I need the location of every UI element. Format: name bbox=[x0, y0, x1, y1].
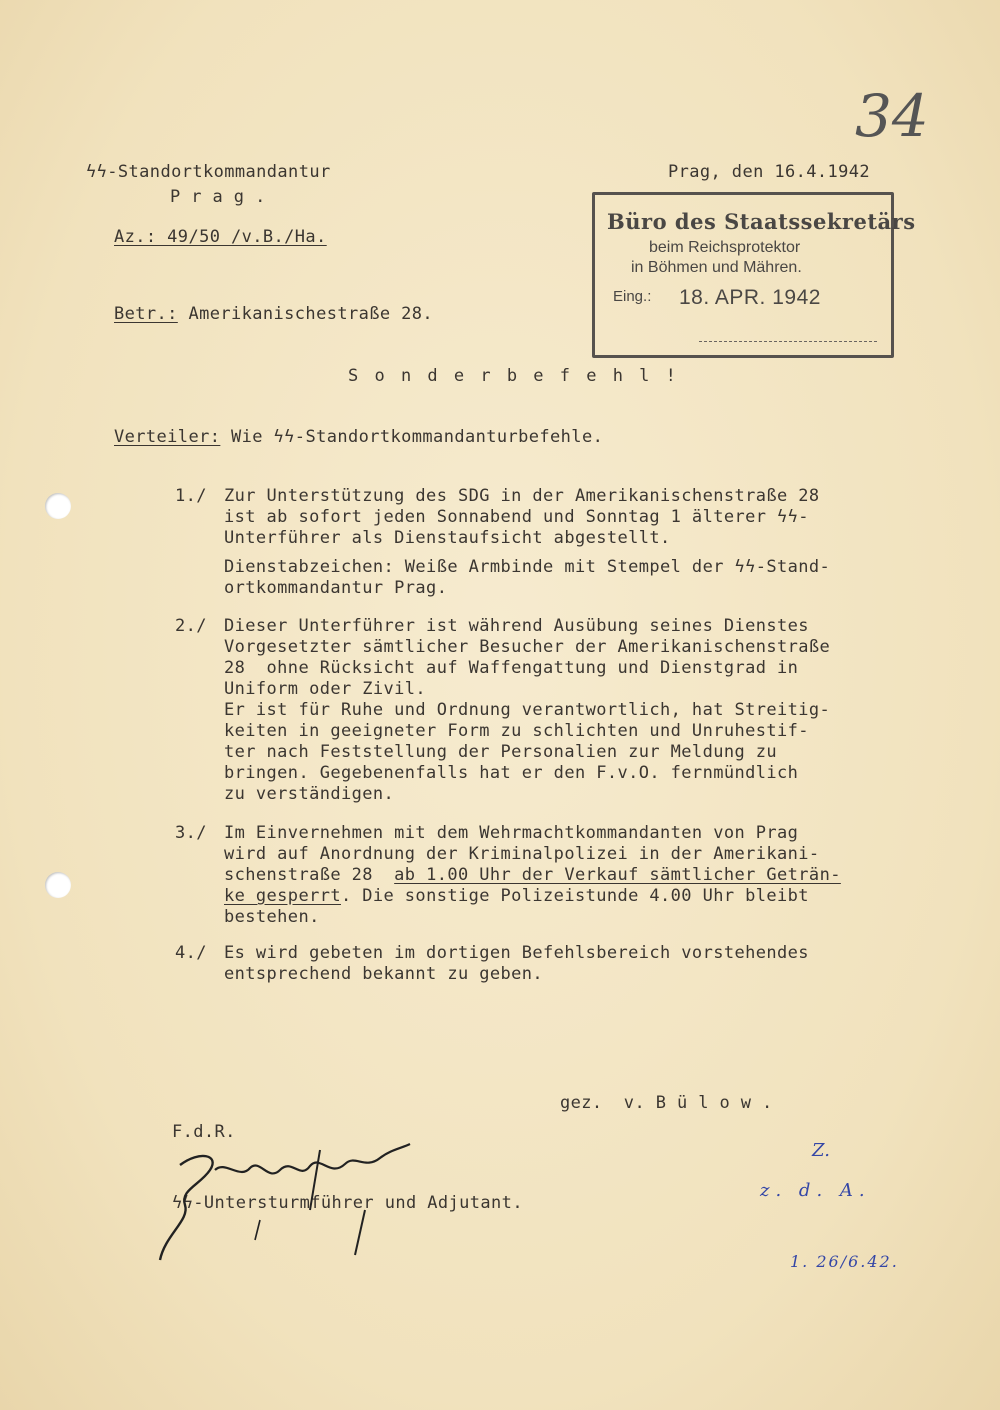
stamp-received-label: Eing.: bbox=[613, 288, 652, 305]
stamp-received-date: 18. APR. 1942 bbox=[679, 286, 821, 309]
folio-number: 34 bbox=[855, 82, 929, 150]
stamp-line-2: beim Reichsprotektor bbox=[649, 239, 801, 256]
distribution-line bbox=[114, 427, 603, 447]
office-city: P r a g . bbox=[170, 187, 266, 207]
item-1-badge-line: ortkommandantur Prag. bbox=[224, 578, 448, 598]
item-2-line: Er ist für Ruhe und Ordnung verantwortlich, hat Streitig- bbox=[224, 700, 831, 720]
item-2-line: 28 ohne Rücksicht auf Waffengattung und Dienstgrad in bbox=[224, 658, 799, 678]
reference-number: Az.: 49/50 /v.B./Ha. bbox=[114, 227, 327, 247]
item-1-line: ist ab sofort jeden Sonnabend und Sonntag 1 älterer ϟϟ- bbox=[224, 507, 809, 527]
item-2-line: Dieser Unterführer ist während Ausübung seines Dienstes bbox=[224, 616, 809, 636]
signed-by: gez. v. B ü l o w . bbox=[560, 1093, 773, 1113]
fdr-label: F.d.R. bbox=[172, 1122, 236, 1142]
distribution-label: Verteiler: bbox=[114, 427, 221, 447]
receipt-stamp bbox=[592, 192, 916, 358]
item-3-text: . Die sonstige Polizeistunde 4.00 Uhr bleibt bbox=[340, 886, 809, 906]
stamp-line-3: in Böhmen und Mähren. bbox=[631, 259, 802, 276]
subject-label: Betr.: bbox=[114, 304, 178, 324]
item-1-line: Unterführer als Dienstaufsicht abgestellt. bbox=[224, 528, 671, 548]
item-2-line: zu verständigen. bbox=[224, 784, 395, 804]
item-3-number: 3./ bbox=[175, 823, 207, 843]
item-2-line: bringen. Gegebenenfalls hat er den F.v.O. fernmündlich bbox=[224, 763, 799, 783]
item-2-line: keiten in geeigneter Form zu schlichten und Unruhestif- bbox=[224, 721, 809, 741]
signer-rank: ϟϟ-Untersturmführer und Adjutant. bbox=[172, 1193, 523, 1213]
item-1-line: Zur Unterstützung des SDG in der Amerikanischenstraße 28 bbox=[224, 486, 820, 506]
item-3-underlined-text: ke gesperrt bbox=[224, 886, 341, 906]
item-3-underlined-text: ab 1.00 Uhr der Verkauf sämtlicher Geträn- bbox=[394, 865, 841, 885]
item-2-line: ter nach Feststellung der Personalien zur Meldung zu bbox=[224, 742, 778, 762]
item-1-number: 1./ bbox=[175, 486, 207, 506]
annotation-mark-1: Z. bbox=[812, 1140, 830, 1161]
place-date: Prag, den 16.4.1942 bbox=[668, 162, 871, 182]
item-2-line: Uniform oder Zivil. bbox=[224, 679, 427, 699]
subject-text: Amerikanischestraße 28. bbox=[177, 304, 434, 324]
annotation-mark-3: 1. 26/6.42. bbox=[790, 1252, 899, 1271]
item-3-text: schenstraße 28 bbox=[224, 865, 395, 885]
item-2-line: Vorgesetzter sämtlicher Besucher der Amerikanischenstraße bbox=[224, 637, 831, 657]
subject-line bbox=[114, 304, 433, 324]
item-3-line: wird auf Anordnung der Kriminalpolizei in der Amerikani- bbox=[224, 844, 820, 864]
handwritten-signature bbox=[140, 1140, 430, 1280]
item-2-number: 2./ bbox=[175, 616, 207, 636]
item-3-line: Im Einvernehmen mit dem Wehrmachtkommandanten von Prag bbox=[224, 823, 799, 843]
punch-hole-top bbox=[45, 493, 71, 519]
stamp-dashed-line bbox=[699, 341, 877, 342]
document-title: S o n d e r b e f e h l ! bbox=[348, 366, 679, 386]
item-1-badge-line: Dienstabzeichen: Weiße Armbinde mit Stempel der ϟϟ-Stand- bbox=[224, 557, 831, 577]
item-3-line: bestehen. bbox=[224, 907, 320, 927]
item-3-line bbox=[224, 865, 841, 885]
item-3-line bbox=[224, 886, 809, 906]
stamp-line-1: Büro des Staatssekretärs bbox=[607, 209, 916, 234]
office-name: ϟϟ-Standortkommandantur bbox=[86, 162, 331, 182]
distribution-text: Wie ϟϟ-Standortkommandanturbefehle. bbox=[220, 427, 604, 447]
annotation-mark-2: z. d. A. bbox=[760, 1180, 871, 1201]
punch-hole-bottom bbox=[45, 872, 71, 898]
item-4-line: entsprechend bekannt zu geben. bbox=[224, 964, 544, 984]
item-4-number: 4./ bbox=[175, 943, 207, 963]
item-4-line: Es wird gebeten im dortigen Befehlsbereich vorstehendes bbox=[224, 943, 809, 963]
